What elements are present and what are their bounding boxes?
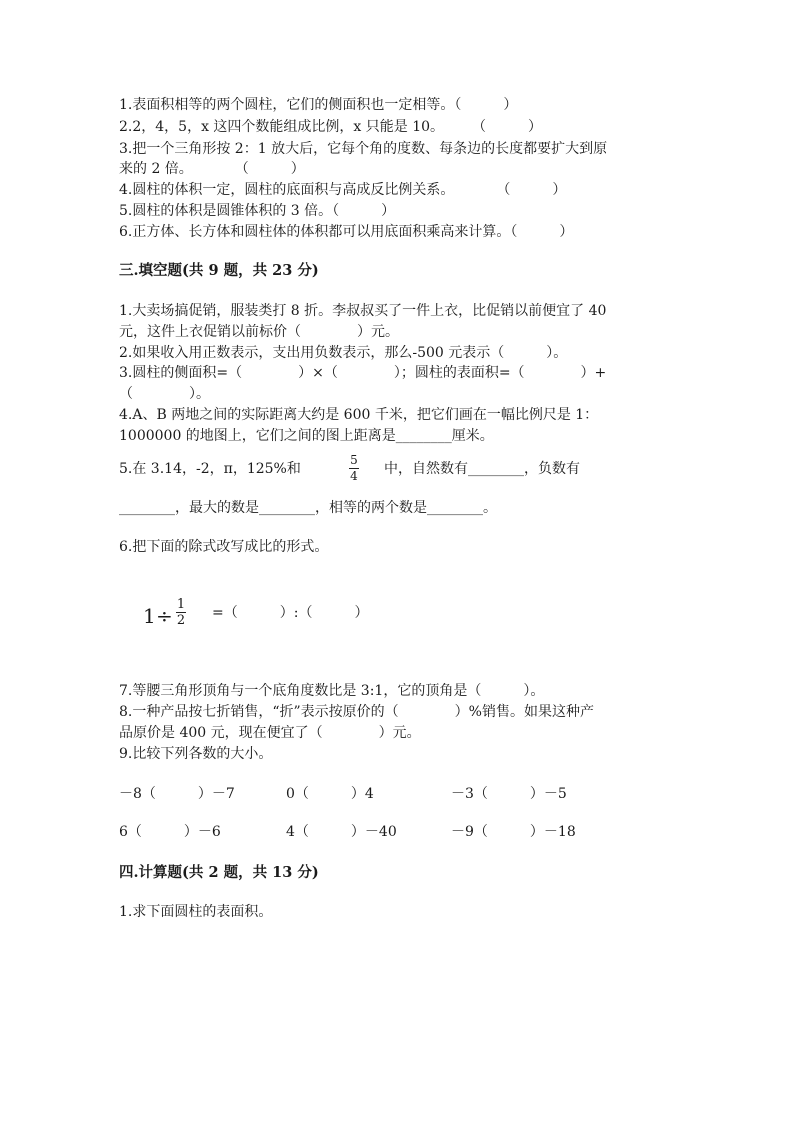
- section3-title: 三.填空题(共 9 题，共 23 分): [119, 262, 319, 279]
- judge-item-1: 1.表面积相等的两个圆柱，它们的侧面积也一定相等。（ ）: [119, 97, 518, 113]
- fraction-one-half: [176, 598, 186, 627]
- fill-q5-part-a: 5.在 3.14，-2，π，125%和: [119, 461, 301, 477]
- fraction-numerator: 1: [176, 597, 186, 612]
- fill-q9: 9.比较下列各数的大小。: [119, 746, 273, 762]
- fill-q1-line1: 1.大卖场搞促销，服装类打 8 折。李叔叔买了一件上衣，比促销以前便宜了 40: [119, 303, 607, 319]
- fill-q5-part-b: 中，自然数有________，负数有: [384, 461, 580, 477]
- q6-ratio-answer: =（ ）:（ ）: [212, 605, 369, 621]
- judge-item-2: 2.2，4，5，x 这四个数能组成比例，x 只能是 10。 （ ）: [119, 119, 543, 135]
- fill-q6: 6.把下面的除式改写成比的形式。: [119, 539, 329, 555]
- fraction-five-fourths: [349, 454, 359, 483]
- compare-item: 6（ ）－6: [119, 824, 221, 840]
- judge-item-3-line2: 来的 2 倍。 （ ）: [119, 161, 305, 177]
- judge-item-4: 4.圆柱的体积一定，圆柱的底面积与高成反比例关系。 （ ）: [119, 182, 567, 198]
- fill-q5-line2: ________，最大的数是________，相等的两个数是________。: [119, 500, 497, 516]
- fill-q8-line2: 品原价是 400 元，现在便宜了（ ）元。: [119, 725, 421, 741]
- fill-q1-line2: 元，这件上衣促销以前标价（ ）元。: [119, 324, 399, 340]
- fill-q4-line1: 4.A、B 两地之间的实际距离大约是 600 千米，把它们画在一幅比例尺是 1：: [119, 407, 599, 423]
- compare-item: －9（ ）－18: [451, 824, 576, 840]
- compare-item: 4（ ）－40: [286, 824, 397, 840]
- fill-q4-line2: 1000000 的地图上，它们之间的图上距离是________厘米。: [119, 428, 494, 444]
- compare-item: －3（ ）－5: [451, 786, 567, 802]
- q6-dividend: 1: [143, 604, 156, 628]
- compare-item: 0（ ）4: [286, 786, 374, 802]
- judge-item-3-line1: 3.把一个三角形按 2：1 放大后，它每个角的度数、每条边的长度都要扩大到原: [119, 141, 608, 157]
- fill-q8-line1: 8.一种产品按七折销售，“折”表示按原价的（ ）%销售。如果这种产: [119, 704, 594, 720]
- fill-q2: 2.如果收入用正数表示，支出用负数表示，那么-500 元表示（ ）。: [119, 345, 568, 361]
- fraction-denominator: 2: [176, 613, 186, 628]
- section4-title: 四.计算题(共 2 题，共 13 分): [119, 864, 319, 881]
- q6-division-sign: ÷: [156, 604, 173, 628]
- fill-q7: 7.等腰三角形顶角与一个底角度数比是 3:1，它的顶角是（ ）。: [119, 683, 545, 699]
- calc-q1: 1.求下面圆柱的表面积。: [119, 904, 273, 920]
- fill-q3-line2: （ ）。: [119, 386, 210, 402]
- fraction-denominator: 4: [350, 469, 358, 483]
- compare-item: －8（ ）－7: [119, 786, 235, 802]
- judge-item-5: 5.圆柱的体积是圆锥体积的 3 倍。（ ）: [119, 203, 396, 219]
- fraction-numerator: 5: [350, 453, 358, 467]
- judge-item-6: 6.正方体、长方体和圆柱体的体积都可以用底面积乘高来计算。（ ）: [119, 224, 574, 240]
- fill-q3-line1: 3.圆柱的侧面积=（ ）×（ ）；圆柱的表面积=（ ）+: [119, 365, 607, 381]
